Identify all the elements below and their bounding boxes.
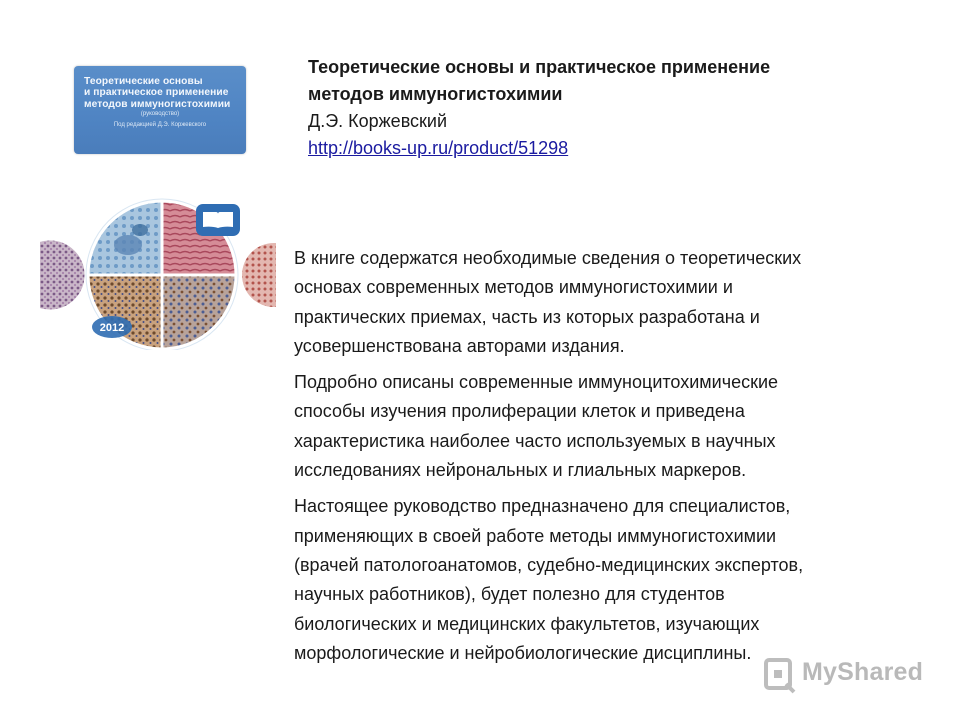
cover-editor: Под редакцией Д.Э. Коржевского	[113, 122, 207, 128]
cover-title	[84, 76, 242, 110]
watermark-text: MyShared	[802, 658, 924, 686]
cover-title-line: методов иммуногистохимии	[84, 98, 231, 110]
text-line: (врачей патологоанатомов, судебно-медицинских экспертов,	[294, 554, 804, 575]
open-book-icon	[196, 204, 240, 236]
cover-subtitle: (руководство)	[140, 111, 180, 117]
text-line: способы изучения пролиферации клеток и приведена	[294, 401, 745, 422]
text-line: практических приемах, часть из которых разработана и	[294, 306, 760, 327]
text-line: морфологические и нейробиологические дисциплины.	[294, 642, 752, 663]
text-line: применяющих в своей работе методы иммуногистохимии	[294, 525, 777, 546]
text-line: усовершенствована авторами издания.	[294, 335, 625, 356]
book-link[interactable]: http://books-up.ru/product/51298	[308, 138, 569, 158]
book-info	[308, 54, 908, 162]
text-line: биологических и медицинских факультетов, изучающих	[294, 613, 760, 634]
text-line: В книге содержатся необходимые сведения о теоретических	[294, 248, 802, 268]
cover-illustration	[40, 190, 276, 350]
description-paragraph	[294, 368, 934, 485]
text-line: Подробно описаны современные иммуноцитохимические	[294, 372, 779, 393]
year-text: 2012	[99, 322, 125, 334]
book-title-line: Теоретические основы и практическое применение	[308, 57, 771, 77]
description-paragraph	[294, 244, 934, 361]
book-description	[294, 244, 934, 675]
text-line: исследованиях нейрональных и глиальных маркеров.	[294, 460, 747, 481]
year-badge	[92, 316, 132, 338]
book-cover	[74, 66, 246, 154]
text-line: основах современных методов иммуногистохимии и	[294, 277, 733, 298]
myshared-watermark	[762, 656, 932, 696]
cover-title-line: Теоретические основы	[84, 76, 203, 87]
cover-title-line: и практическое применение	[84, 87, 229, 99]
left-tissue-image	[40, 235, 90, 315]
book-title-line: методов иммуногистохимии	[308, 84, 563, 104]
text-line: Настоящее руководство предназначено для специалистов,	[294, 496, 791, 517]
text-line: научных работников), будет полезно для студентов	[294, 584, 725, 605]
text-line: характеристика наиболее часто используемых в научных	[294, 430, 776, 451]
description-paragraph	[294, 492, 934, 668]
myshared-logo-icon	[762, 656, 798, 694]
right-tissue-image	[240, 240, 276, 310]
book-author: Д.Э. Коржевский	[308, 111, 448, 131]
